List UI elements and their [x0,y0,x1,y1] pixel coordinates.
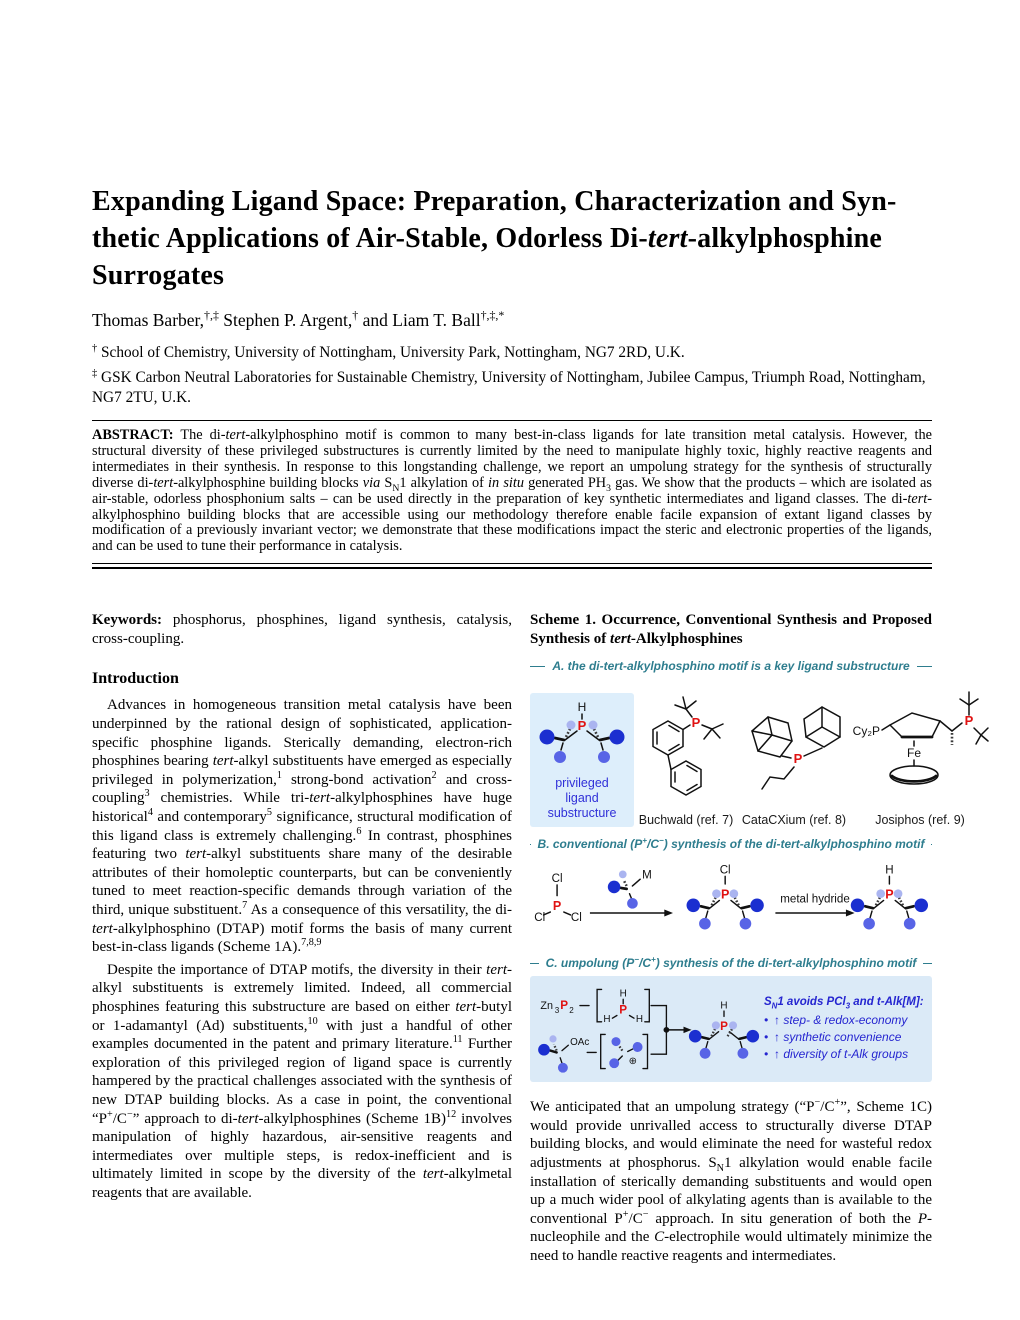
p-atom-label: P [619,1003,628,1017]
p-subscript: 2 [569,1005,574,1015]
sn1-annotation [764,996,926,1063]
abstract-bottom-rule [92,563,932,569]
p-atom-label: P [964,713,974,729]
privileged-substructure-label: privileged ligand substructure [547,776,617,821]
h-atom-label: H [720,1000,728,1012]
scheme-a-row [530,679,974,828]
p-atom-label: P [577,718,587,734]
caption-josiphos: Josiphos (ref. 9) [875,813,965,828]
rule-line [923,963,932,964]
metal-label: M [642,869,652,882]
catacxium-ligand-structure [738,679,850,811]
josiphos-figure [850,679,990,827]
zn-subscript: 3 [554,1005,560,1015]
sn1-bullet-2: • ↑ synthetic convenience [764,1029,926,1046]
sn1-bullet-3: • ↑ diversity of t-Alk groups [764,1046,926,1063]
intro-paragraph-1: Advances in homogeneous transition metal catalysis have been underpinned by the rational design of sophisticated, application-specific phosphine ligands. Sterically demanding, electron-rich phosphines bearing tert-alkyl substituents have emerged as especially privileged in polymerization,$^1$ strong-bond activation$^2$ and cross-coupling$^3$ chemistries. While tri-tert-alkylphosphines have huge historical$^4$ and contemporary$^5$ significance, structural modification of this ligand class is extremely challenging.$^6$ In contrast, phosphines featuring two tert-alkyl substituents share many of the desirable attributes of their homoleptic counterparts, but can be conveniently tuned to meet reaction-specific demands through variation of the third, unique substituent.$^7$ As a consequence of this versatility, the di-tert-alkylphosphino (DTAP) motif forms the basis of many current best-in-class ligands (Scheme 1A).$^{7,8,9}$ [92,697,513,956]
p-atom-label: P [793,751,803,767]
cl-atom-label: Cl [551,873,563,886]
authors-line: Thomas Barber,†,‡ Stephen P. Argent,† and Liam T. Ball†,‡,* [92,308,505,330]
p-atom-label: P [552,899,562,914]
oac-group-label: OAc [570,1037,590,1049]
privileged-substructure-box [530,693,634,827]
rule-line [530,844,531,845]
rule-line [917,666,932,667]
page-title: Expanding Ligand Space: Preparation, Characterization and Syn- thetic Applications of Air-Stable, Odorless Di-tert-alkylphosphine Surrogates [92,186,897,291]
plus-charge-symbol: ⊕ [628,1056,637,1068]
sn1-heading: $S_N1$ avoids PCl$_3$ and t-Alk[M]: [764,995,924,1010]
metal-hydride-label: metal hydride [780,893,850,906]
p-atom-label: P [560,999,568,1013]
rule-line [530,963,539,964]
buchwald-ligand-structure [634,679,738,811]
umpolung-synthesis-diagram [535,982,760,1076]
intro-paragraph-2: Despite the importance of DTAP motifs, the diversity in their tert-alkyl substituents is extremely limited. Indeed, all commercial phosphines featuring this substructure are based on either tert-butyl or 1-adamantyl (Ad) substituents,$^{10}$ with just a handful of other examples documented in the patent and primary literature.$^{11}$ Further exploration of this privileged region of ligand space is currently hampered by the practical challenges associated with the synthesis of new DTAP building blocks. As a case in point, the conventional “P+/C−” approach to di-tert-alkylphosphines (Scheme 1B)$^{12}$ involves manipulation of highly hazardous, air-sensitive reagents and intermediates over multiple steps, is redox-inefficient and is ultimately limited in scope by the diversity of the tert-alkylmetal reagents that are available. [92,961,512,1201]
conventional-synthesis-diagram [530,857,930,946]
keywords-text: Keywords: phosphorus, phosphines, ligand synthesis, catalysis, cross-coupling. [92,612,512,647]
scheme-section-a-label: A. the di-tert-alkylphosphino motif is a key ligand substructure [552,659,910,674]
dtap-motif-structure [534,699,630,773]
p-atom-label: P [720,1020,728,1034]
cl-atom-label: Cl [719,864,731,877]
right-column-paragraph: We anticipated that an umpolung strategy (“P−/C+”, Scheme 1C) would provide unrivalled access to structurally diverse DTAP building blocks, and would eliminate the need for wasteful redox adjustments at phosphorus. $S_N1$ alkylation would enable facile installation of sterically demanding substituents and would open up a much wider pool of alkylating agents than is available to the conventional P+/C− approach. In situ generation of both the P-nucleophile and the C-electrophile would ultimately minimize the need to handle reactive reagents and intermediates. [530,1097,932,1264]
h-atom-label: H [885,864,894,877]
affiliations [92,343,932,408]
section-heading-introduction: Introduction [92,670,179,688]
caption-catacxium: CataCXium (ref. 8) [741,813,847,828]
scheme-section-b-header [530,837,932,851]
h-atom-label: H [577,700,587,715]
zn-label: Zn [540,1000,553,1013]
scheme-section-c-header [530,956,932,970]
h-atom-label: H [603,1013,611,1025]
sn1-bullet-1: • ↑ step- & redox-economy [764,1012,926,1029]
scheme-1-figure [530,659,974,1082]
umpolung-scheme-box [530,976,932,1082]
rule-line [530,666,545,667]
abstract-top-rule [92,420,932,421]
affiliation-1: † School of Chemistry, University of Nottingham, University Park, Nottingham, NG7 2RD, U.K. [92,342,685,361]
josiphos-ligand-structure [850,679,990,811]
h-atom-label: H [619,988,627,1000]
caption-buchwald: Buchwald (ref. 7) [638,813,734,828]
abstract-text: ABSTRACT: The di-tert-alkylphosphino motif is common to many best-in-class ligands for late transition metal catalysis. However, the structural diversity of these privileged substructures is currently limited by the need to manipulate highly toxic, highly reactive reagents and intermediates in their synthesis. In response to this longstanding challenge, we report an umpolung strategy for the synthesis of structurally diverse di-tert-alkylphosphine building blocks via $S_N1$ alkylation of in situ generated $PH_3$ gas. We show that the products – which are isolated as air-stable, odorless phosphonium salts – can be used directly in the preparation of key synthetic intermediates and ligand classes. The di-tert-alkylphosphino building blocks that are accessible using our methodology therefore enable facile expansion of extant ligand classes by modification of a previously invariant vector; we demonstrate that these modifications impact the steric and electronic properties of the ligands, and can be used to tune their performance in catalysis. [92,427,933,555]
fe-atom-label: Fe [906,746,922,761]
cy2p-group-label: Cy₂P [852,724,880,739]
cl-atom-label: Cl [570,912,582,925]
catacxium-figure [738,679,850,827]
h-atom-label: H [635,1013,643,1025]
p-atom-label: P [691,715,701,731]
scheme-section-b-label: B. conventional (P+/C−) synthesis of the di-tert-alkylphosphino motif [537,836,925,852]
scheme-b-row [530,857,932,946]
affiliation-2: ‡ GSK Carbon Neutral Laboratories for Sustainable Chemistry, University of Nottingham, Jubilee Campus, Triumph Road, Nottingham, NG7 2TU, U.K. [92,367,926,406]
p-atom-label: P [885,887,894,902]
p-atom-label: P [720,887,730,902]
scheme-section-a-header [530,659,932,673]
cl-atom-label: Cl [534,912,546,925]
scheme-1-title: Scheme 1. Occurrence, Conventional Synthesis and Proposed Synthesis of tert-Alkylphosphines [530,612,932,648]
scheme-section-c-label: C. umpolung (P−/C+) synthesis of the di-tert-alkylphosphino motif [545,955,917,971]
buchwald-figure [634,679,738,827]
rule-line [931,844,932,845]
